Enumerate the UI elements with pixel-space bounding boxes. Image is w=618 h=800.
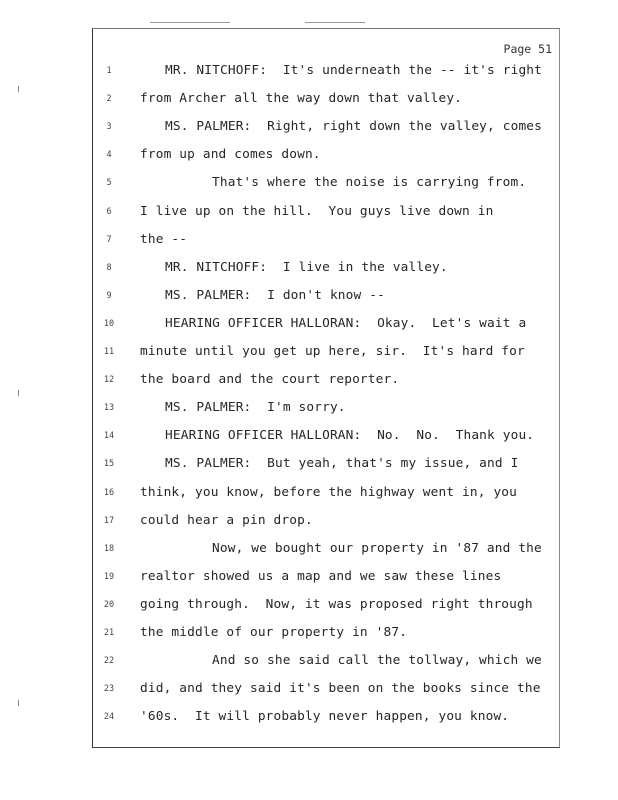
line-text: '60s. It will probably never happen, you know. bbox=[140, 709, 510, 725]
line-text: think, you know, before the highway went in, you bbox=[140, 484, 518, 500]
line-number: 9 bbox=[106, 290, 112, 301]
line-text: And so she said call the tollway, which we bbox=[212, 653, 542, 669]
transcript-line bbox=[0, 624, 618, 644]
scan-mark bbox=[18, 700, 19, 706]
transcript-line bbox=[0, 90, 618, 110]
line-number: 15 bbox=[103, 459, 115, 470]
transcript-line bbox=[0, 708, 618, 728]
line-text: the -- bbox=[140, 231, 188, 247]
transcript-line bbox=[0, 259, 618, 279]
line-number: 2 bbox=[106, 94, 112, 105]
transcript-line bbox=[0, 315, 618, 335]
transcript-line bbox=[0, 118, 618, 138]
line-number: 14 bbox=[103, 431, 115, 442]
transcript-line bbox=[0, 512, 618, 532]
line-number: 1 bbox=[106, 66, 112, 76]
line-text: from Archer all the way down that valley. bbox=[140, 91, 463, 107]
line-number: 3 bbox=[106, 122, 112, 133]
line-number: 24 bbox=[103, 712, 115, 723]
transcript-line bbox=[0, 231, 618, 251]
line-number: 11 bbox=[103, 347, 115, 357]
line-number: 8 bbox=[106, 262, 112, 273]
line-text: MS. PALMER: But yeah, that's my issue, and I bbox=[165, 456, 519, 472]
line-text: MR. NITCHOFF: It's underneath the -- it's right bbox=[165, 63, 543, 78]
line-number: 5 bbox=[106, 178, 112, 189]
line-text: going through. Now, it was proposed right through bbox=[140, 596, 533, 612]
transcript-line bbox=[0, 62, 618, 82]
line-number: 21 bbox=[103, 628, 115, 638]
transcript-line bbox=[0, 343, 618, 363]
transcript-line bbox=[0, 287, 618, 307]
line-text: MS. PALMER: I'm sorry. bbox=[165, 400, 346, 416]
transcript-line bbox=[0, 174, 618, 194]
line-number: 10 bbox=[103, 318, 115, 329]
line-text: Now, we bought our property in '87 and the bbox=[212, 540, 542, 556]
line-text: from up and comes down. bbox=[140, 147, 321, 163]
line-number: 18 bbox=[103, 543, 115, 554]
transcript-line bbox=[0, 540, 618, 560]
transcript-line bbox=[0, 680, 618, 700]
line-number: 12 bbox=[103, 375, 115, 386]
transcript-line bbox=[0, 484, 618, 504]
page-number: Page 51 bbox=[503, 42, 552, 56]
line-number: 19 bbox=[103, 571, 115, 582]
line-number: 16 bbox=[103, 487, 115, 498]
line-text: realtor showed us a map and we saw these lines bbox=[140, 568, 502, 584]
transcript-line bbox=[0, 652, 618, 672]
line-text: MS. PALMER: I don't know -- bbox=[165, 287, 385, 303]
transcript-line bbox=[0, 568, 618, 588]
line-number: 20 bbox=[103, 599, 115, 610]
line-number: 13 bbox=[103, 403, 115, 414]
transcript-line bbox=[0, 596, 618, 616]
line-text: I live up on the hill. You guys live down in bbox=[140, 203, 494, 219]
line-text: the middle of our property in '87. bbox=[140, 625, 408, 640]
scan-top-edge bbox=[150, 22, 230, 23]
line-number: 6 bbox=[106, 206, 112, 217]
transcript-line bbox=[0, 427, 618, 447]
transcript-line bbox=[0, 203, 618, 223]
line-text: HEARING OFFICER HALLORAN: Okay. Let's wait a bbox=[165, 315, 527, 331]
line-number: 17 bbox=[103, 515, 115, 526]
line-text: minute until you get up here, sir. It's hard for bbox=[140, 344, 525, 359]
line-text: MS. PALMER: Right, right down the valley, comes bbox=[165, 119, 543, 135]
line-number: 7 bbox=[106, 234, 112, 245]
transcript-line bbox=[0, 399, 618, 419]
line-text: That's where the noise is carrying from. bbox=[212, 175, 527, 191]
line-number: 22 bbox=[103, 656, 115, 667]
line-text: HEARING OFFICER HALLORAN: No. No. Thank you. bbox=[165, 428, 535, 444]
line-text: the board and the court reporter. bbox=[140, 372, 400, 388]
transcript-line bbox=[0, 146, 618, 166]
line-text: did, and they said it's been on the books since the bbox=[140, 681, 541, 697]
scan-top-edge bbox=[305, 22, 365, 23]
line-number: 4 bbox=[106, 150, 112, 161]
transcript-line bbox=[0, 455, 618, 475]
line-text: could hear a pin drop. bbox=[140, 512, 313, 528]
line-text: MR. NITCHOFF: I live in the valley. bbox=[165, 259, 448, 275]
transcript-line bbox=[0, 371, 618, 391]
line-number: 23 bbox=[103, 684, 115, 695]
